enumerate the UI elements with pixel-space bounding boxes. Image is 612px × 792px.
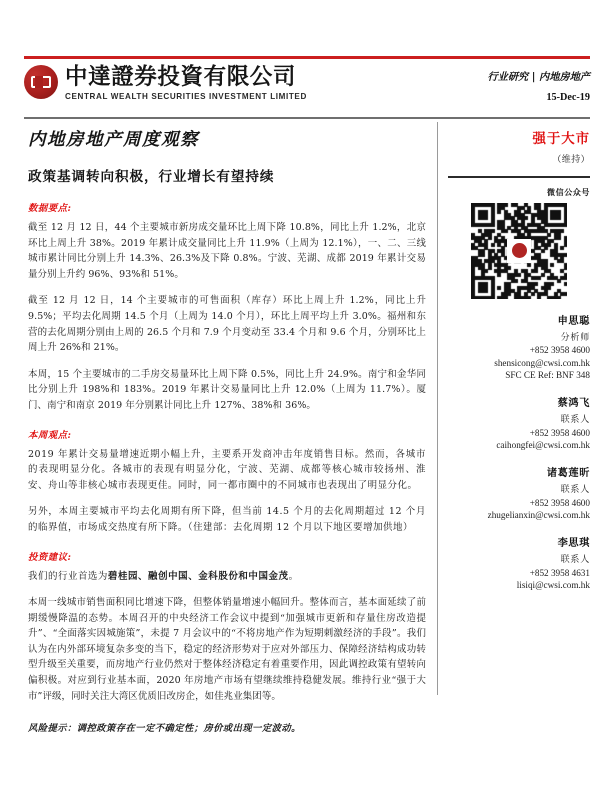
rating-badge: 强于大市 (532, 132, 590, 147)
section-heading-weekly-view: 本周观点: (28, 429, 72, 441)
paragraph-top-picks (28, 569, 426, 585)
paragraph: 截至 12 月 12 日，14 个主要城市的可售面积（库存）环比上周上升 1.2%，同比上升 9.5%；平均去化周期 14.5 个月（上周为 14.0 个月），环比上周平均上升 3.0%。福州和东营的去化周期分别由上周的 26.5 个月和 7.9 个月变动至 33.4 个月和 9.6 个月，分别环比上周上升 26%和 21%。 (28, 295, 426, 354)
sector-breadcrumb: 行业研究 | 内地房地产 (487, 71, 590, 83)
paragraph: 本周一线城市销售面积同比增速下降，但整体销量增速小幅回升。整体而言，基本面延续了前期缓慢降温的态势。本周召开的中央经济工作会议中提到“加强城市更新和存量住房改造提升”、“全面落实因城施策”，未提 7 月会议中的“不将房地产作为短期刺激经济的手段”。我们认为在内外部环境复杂多变的当下，稳定的经济形势对于应对外部压力、保障经济结构成功转型升级至关重要，而房地产行业仍然对于整体经济稳定有着重要作用，因此调控政策有望转向偏积极。对应到行业基本面，2020 年房地产市场有望继续维持稳健发展。维持行业“强于大市”评级，同时关注大湾区优质旧改房企，如佳兆业集团等。 (28, 597, 426, 702)
contact-name: 诸葛莲昕 (546, 468, 590, 480)
paragraph: 截至 12 月 12 日，44 个主要城市新房成交量环比上周下降 10.8%，同比上升 1.2%，北京环比上周上升 38%。2019 年累计成交量同比上升 11.9%（上周为 12.1%），一、二、三线城市累计同比分别上升 14.3%、26.3%及下降 0.8%。宁波、芜湖、成都 2019 年累计交易量分别上升约 96%、93%和 51%。 (28, 222, 426, 280)
contact-phone[interactable]: +852 3958 4600 (529, 427, 590, 438)
qr-center-logo-icon (507, 239, 531, 263)
contact-card (448, 464, 590, 520)
column-divider (437, 122, 438, 695)
company-branding (24, 62, 307, 101)
top-picks-suffix: 。 (288, 570, 299, 582)
contact-list (448, 312, 590, 591)
contact-role: 分析师 (560, 332, 590, 343)
contact-email[interactable]: shensicong@cwsi.com.hk (494, 357, 590, 368)
page-title: 内地房地产周度观察 (28, 130, 199, 150)
section-heading-investment-advice: 投资建议: (28, 551, 72, 563)
contact-name: 李思琪 (557, 538, 590, 550)
company-name-en: CENTRAL WEALTH SECURITIES INVESTMENT LIMITED (65, 91, 307, 101)
main-content (28, 126, 426, 734)
contact-card (448, 394, 590, 450)
contact-name: 申思聪 (557, 315, 590, 327)
rating-status: （维持） (552, 155, 590, 165)
paragraph: 本周，15 个主要城市的二手房交易量环比上周下降 0.5%，同比上升 24.9%。南宁和金华同比分别上升 198%和 183%。2019 年累计交易量同比上升 12.0%（上周为 11.7%）。厦门、南宁和南京 2019 年分别累计同比上升 127%、38%和 36%。 (28, 368, 426, 411)
contact-phone[interactable]: +852 3958 4600 (529, 345, 590, 356)
qr-code-wrapper (448, 203, 590, 299)
report-date: 15-Dec-19 (546, 92, 590, 103)
contact-name: 蔡鸿飞 (557, 398, 590, 410)
page-subtitle: 政策基调转向积极，行业增长有望持续 (28, 169, 275, 185)
contact-role: 联系人 (560, 485, 590, 496)
company-name-cn: 中達證券投資有限公司 (65, 64, 297, 90)
contact-phone[interactable]: +852 3958 4631 (529, 567, 590, 578)
contact-role: 联系人 (560, 555, 590, 566)
top-picks-prefix: 我们的行业首选为 (28, 570, 108, 582)
cw-logo-icon (24, 65, 58, 99)
contact-email[interactable]: zhugelianxin@cwsi.com.hk (487, 510, 590, 521)
contact-license: SFC CE Ref: BNF 348 (505, 370, 590, 381)
contact-role: 联系人 (560, 415, 590, 426)
paragraph: 2019 年累计交易量增速近期小幅上升，主要系开发商冲击年度销售目标。然而，各城市的表现明显分化。各城市的表现有明显分化，宁波、芜湖、成都等核心城市较扬州、淮安、舟山等非核心城市表现更佳。同时，同一都市圈中的不同城市也表现出了明显分化。 (28, 448, 426, 491)
contact-phone[interactable]: +852 3958 4600 (529, 497, 590, 508)
contact-email[interactable]: caihongfei@cwsi.com.hk (496, 440, 590, 451)
sidebar-divider (448, 176, 590, 178)
contact-card (448, 312, 590, 381)
masthead-meta (488, 62, 591, 103)
qr-code-label: 微信公众号 (547, 186, 590, 197)
sidebar (448, 126, 590, 604)
wechat-qr-code (471, 203, 567, 299)
header-bottom-rule (24, 117, 590, 119)
risk-disclaimer: 风险提示：调控政策存在一定不确定性；房价或出现一定波动。 (28, 723, 301, 735)
masthead (24, 62, 590, 114)
top-picks-stocks: 碧桂园、融创中国、金科股份和中国金茂 (107, 570, 289, 582)
paragraph: 另外，本周主要城市平均去化周期有所下降，但当前 14.5 个月的去化周期超过 12 个月的临界值，市场成交热度有所下降。（住建部：去化周期 12 个月以下地区要增加供地） (28, 506, 426, 533)
company-name-block (65, 65, 307, 101)
contact-card (448, 534, 590, 590)
contact-email[interactable]: lisiqi@cwsi.com.hk (516, 580, 590, 591)
top-accent-rule (24, 56, 590, 59)
section-heading-data-highlights: 数据要点: (28, 203, 72, 214)
